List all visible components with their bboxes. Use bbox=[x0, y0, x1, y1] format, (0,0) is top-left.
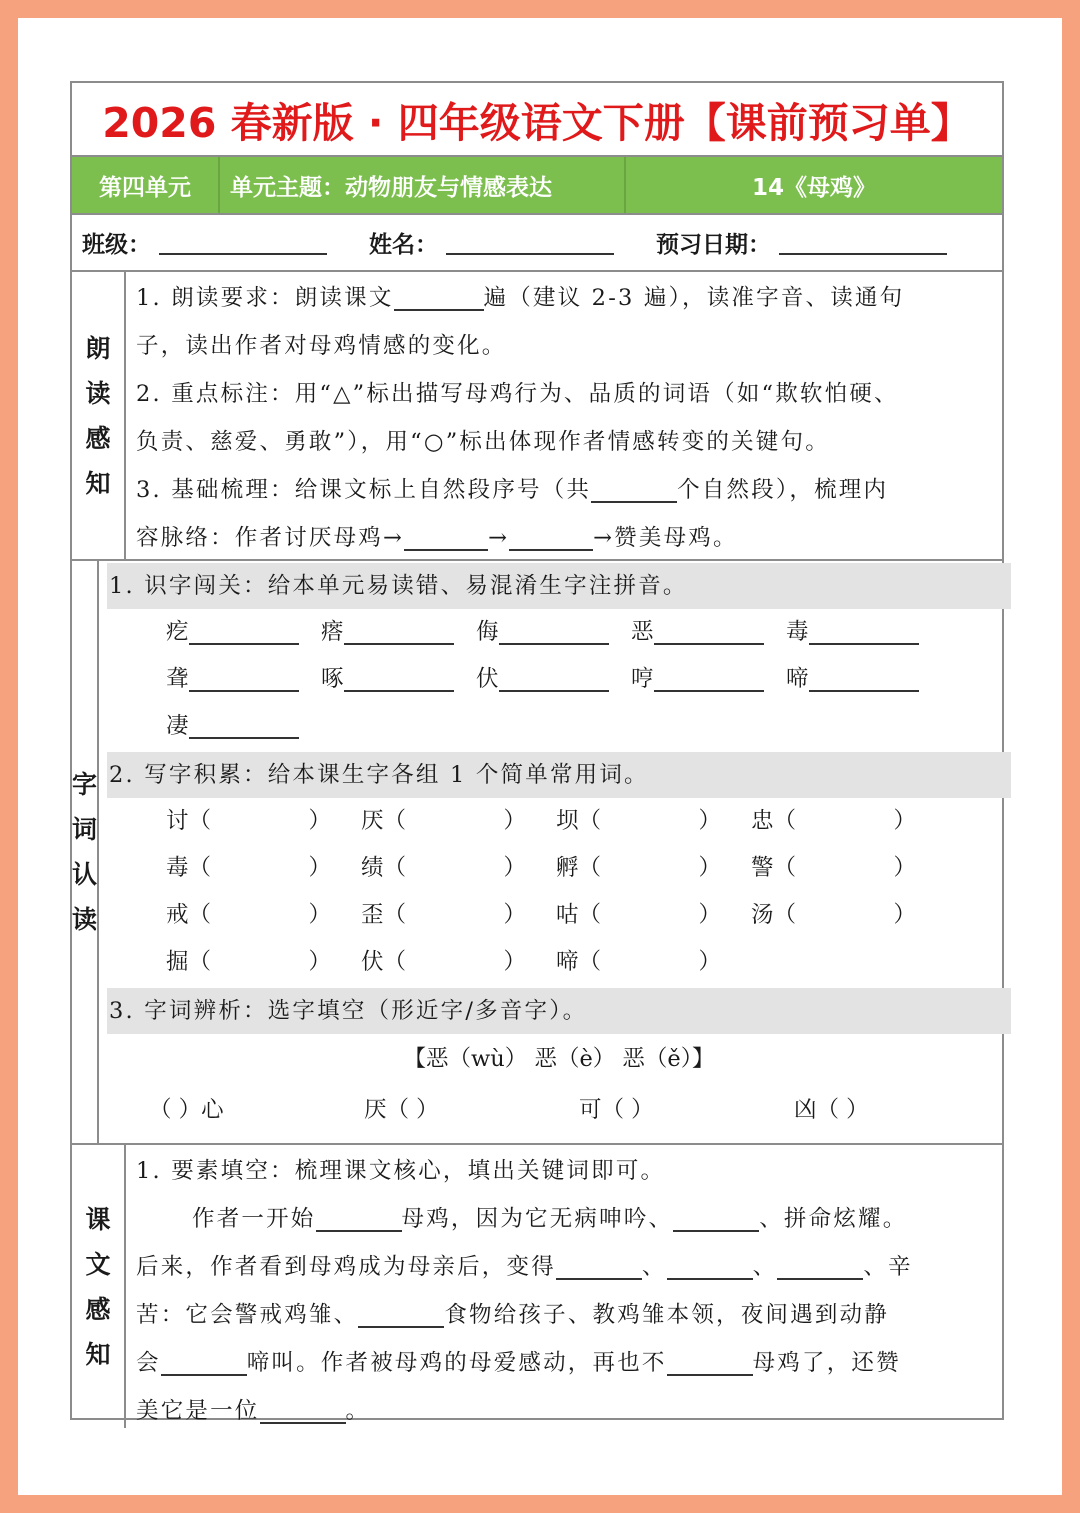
blank[interactable] bbox=[777, 1248, 863, 1280]
class-field[interactable] bbox=[82, 226, 327, 259]
char: 聋 bbox=[166, 666, 189, 692]
unit-header bbox=[72, 157, 1002, 215]
label-char: 认 bbox=[72, 860, 98, 889]
word-row: 毒（ ） 绩（ ） 孵（ ） 警（ ） bbox=[166, 855, 917, 881]
blank[interactable] bbox=[260, 1392, 346, 1424]
char: 恶 bbox=[631, 619, 654, 645]
word-row: 掘（ ） 伏（ ） 啼（ ） bbox=[166, 949, 722, 975]
blank[interactable] bbox=[404, 519, 488, 551]
label-char: 字 bbox=[72, 770, 98, 799]
label-char: 读 bbox=[85, 378, 111, 408]
char: 汤 bbox=[751, 902, 774, 928]
class-label: 班级： bbox=[82, 232, 151, 258]
label-char: 词 bbox=[72, 815, 98, 844]
reading-line: 负责、慈爱、勇敢”），用“○”标出体现作者情感转变的关键句。 bbox=[136, 429, 830, 455]
unit-number: 第四单元 bbox=[72, 157, 220, 213]
text: → bbox=[488, 525, 510, 551]
text: 、 bbox=[752, 1254, 778, 1280]
text: 、拼命炫耀。 bbox=[759, 1206, 908, 1232]
blank[interactable] bbox=[499, 613, 609, 645]
word-row: 戒（ ） 歪（ ） 咕（ ） 汤（ ） bbox=[166, 902, 917, 928]
fill-item[interactable]: 可（ ） bbox=[579, 1097, 654, 1123]
text: 美它是一位 bbox=[136, 1398, 260, 1424]
section-reading-body bbox=[126, 272, 1002, 559]
text-line bbox=[136, 1339, 994, 1387]
char: 厌 bbox=[361, 808, 384, 834]
label-char: 感 bbox=[85, 423, 111, 453]
blank[interactable] bbox=[189, 707, 299, 739]
blank[interactable] bbox=[667, 1344, 753, 1376]
text: 遍（建议 2-3 遍），读准字音、读通句 bbox=[483, 285, 905, 311]
unit-theme: 单元主题：动物朋友与情感表达 bbox=[220, 157, 626, 213]
char: 哼 bbox=[631, 666, 654, 692]
date-label: 预习日期： bbox=[656, 232, 771, 258]
pinyin-row bbox=[109, 703, 1009, 750]
char: 伏 bbox=[361, 949, 384, 975]
section-text-label bbox=[72, 1145, 126, 1428]
blank[interactable] bbox=[499, 660, 609, 692]
char: 讨 bbox=[166, 808, 189, 834]
blank[interactable] bbox=[161, 1344, 247, 1376]
blank[interactable] bbox=[316, 1200, 402, 1232]
text: 、 bbox=[641, 1254, 667, 1280]
char: 瘩 bbox=[321, 619, 344, 645]
section-text bbox=[72, 1145, 1002, 1428]
blank[interactable] bbox=[189, 613, 299, 645]
question-text: 1. 要素填空：梳理课文核心，填出关键词即可。 bbox=[136, 1158, 666, 1184]
text: 苦：它会警戒鸡雏、 bbox=[136, 1302, 359, 1328]
section-words bbox=[72, 561, 1002, 1145]
question-3: 3. 字词辨析：选字填空（形近字/多音字）。 bbox=[107, 988, 1011, 1034]
char: 啼 bbox=[556, 949, 579, 975]
name-blank[interactable] bbox=[446, 231, 614, 255]
blank[interactable] bbox=[809, 613, 919, 645]
char: 咕 bbox=[556, 902, 579, 928]
blank[interactable] bbox=[673, 1200, 759, 1232]
fill-item[interactable]: 凶（ ） bbox=[794, 1097, 869, 1123]
text: 后来，作者看到母鸡成为母亲后，变得 bbox=[136, 1254, 556, 1280]
reading-line: 2. 重点标注：用“△”标出描写母鸡行为、品质的词语（如“欺软怕硬、 bbox=[136, 381, 899, 407]
section-words-label bbox=[72, 561, 99, 1143]
student-info-row bbox=[72, 215, 1002, 272]
text: →赞美母鸡。 bbox=[593, 525, 738, 551]
blank[interactable] bbox=[344, 660, 454, 692]
blank[interactable] bbox=[654, 660, 764, 692]
text: 3. 基础梳理：给课文标上自然段序号（共 bbox=[136, 477, 592, 503]
section-reading bbox=[72, 272, 1002, 561]
text: 1. 朗读要求：朗读课文 bbox=[136, 285, 394, 311]
question-1: 1. 识字闯关：给本单元易读错、易混淆生字注拼音。 bbox=[107, 563, 1011, 609]
blank[interactable] bbox=[591, 471, 677, 503]
char: 凄 bbox=[166, 713, 189, 739]
blank[interactable] bbox=[667, 1248, 753, 1280]
question-2: 2. 写字积累：给本课生字各组 1 个简单常用词。 bbox=[107, 752, 1011, 798]
label-char: 文 bbox=[85, 1249, 111, 1279]
label-char: 读 bbox=[72, 905, 98, 934]
text: 容脉络：作者讨厌母鸡→ bbox=[136, 525, 405, 551]
choice-fill-row bbox=[109, 1084, 1009, 1136]
char: 疙 bbox=[166, 619, 189, 645]
page-title: 2026 春新版 · 四年级语文下册【课前预习单】 bbox=[72, 83, 1002, 157]
label-char: 知 bbox=[85, 1339, 111, 1369]
text: 、辛 bbox=[863, 1254, 913, 1280]
char: 孵 bbox=[556, 855, 579, 881]
char: 侮 bbox=[476, 619, 499, 645]
fill-item[interactable]: （ ）心 bbox=[149, 1097, 224, 1123]
reading-line bbox=[136, 274, 994, 322]
choice-options: 【恶（wù） 恶（è） 恶（ě）】 bbox=[403, 1046, 715, 1072]
label-char: 知 bbox=[85, 468, 111, 498]
char: 歪 bbox=[361, 902, 384, 928]
char: 警 bbox=[751, 855, 774, 881]
blank[interactable] bbox=[358, 1296, 444, 1328]
lesson-title: 14《母鸡》 bbox=[751, 174, 876, 201]
text: 作者一开始 bbox=[192, 1206, 316, 1232]
text: 母鸡，因为它无病呻吟、 bbox=[401, 1206, 674, 1232]
char: 毒 bbox=[786, 619, 809, 645]
label-char: 朗 bbox=[85, 333, 111, 363]
char: 伏 bbox=[476, 666, 499, 692]
char: 毒 bbox=[166, 855, 189, 881]
blank[interactable] bbox=[654, 613, 764, 645]
char: 绩 bbox=[361, 855, 384, 881]
label-char: 课 bbox=[85, 1204, 111, 1234]
worksheet-table bbox=[70, 81, 1004, 1424]
blank[interactable] bbox=[809, 660, 919, 692]
date-blank[interactable] bbox=[779, 231, 947, 255]
reading-line: 子，读出作者对母鸡情感的变化。 bbox=[136, 333, 507, 359]
name-field[interactable] bbox=[369, 226, 614, 259]
text-line bbox=[136, 1291, 994, 1339]
class-blank[interactable] bbox=[159, 231, 327, 255]
pinyin-row bbox=[109, 656, 1009, 703]
text: 啼叫。作者被母鸡的母爱感动，再也不 bbox=[246, 1350, 667, 1376]
char: 掘 bbox=[166, 949, 189, 975]
text-line bbox=[136, 1195, 994, 1243]
date-field[interactable] bbox=[656, 226, 947, 259]
label-char: 感 bbox=[85, 1294, 111, 1324]
text-line bbox=[136, 1243, 994, 1291]
char: 啼 bbox=[786, 666, 809, 692]
reading-line bbox=[136, 466, 994, 514]
text: 个自然段），梳理内 bbox=[677, 477, 889, 503]
text: 母鸡了，还赞 bbox=[752, 1350, 901, 1376]
section-reading-label bbox=[72, 272, 126, 559]
pinyin-row bbox=[109, 609, 1009, 656]
fill-item[interactable]: 厌（ ） bbox=[364, 1097, 439, 1123]
blank[interactable] bbox=[344, 613, 454, 645]
char: 忠 bbox=[751, 808, 774, 834]
text: 会 bbox=[136, 1350, 161, 1376]
worksheet-page bbox=[18, 18, 1062, 1495]
blank[interactable] bbox=[556, 1248, 642, 1280]
word-row: 讨（ ） 厌（ ） 坝（ ） 忠（ ） bbox=[166, 808, 917, 834]
blank[interactable] bbox=[509, 519, 593, 551]
text: 。 bbox=[345, 1398, 371, 1424]
char: 坝 bbox=[556, 808, 579, 834]
text: 食物给孩子、教鸡雏本领，夜间遇到动静 bbox=[444, 1302, 889, 1328]
blank[interactable] bbox=[189, 660, 299, 692]
char: 啄 bbox=[321, 666, 344, 692]
section-text-body bbox=[126, 1145, 1002, 1428]
text-line bbox=[136, 1387, 994, 1435]
name-label: 姓名： bbox=[369, 232, 438, 258]
reading-line bbox=[136, 514, 994, 562]
section-words-body bbox=[99, 561, 1017, 1143]
char: 戒 bbox=[166, 902, 189, 928]
blank[interactable] bbox=[394, 279, 484, 311]
